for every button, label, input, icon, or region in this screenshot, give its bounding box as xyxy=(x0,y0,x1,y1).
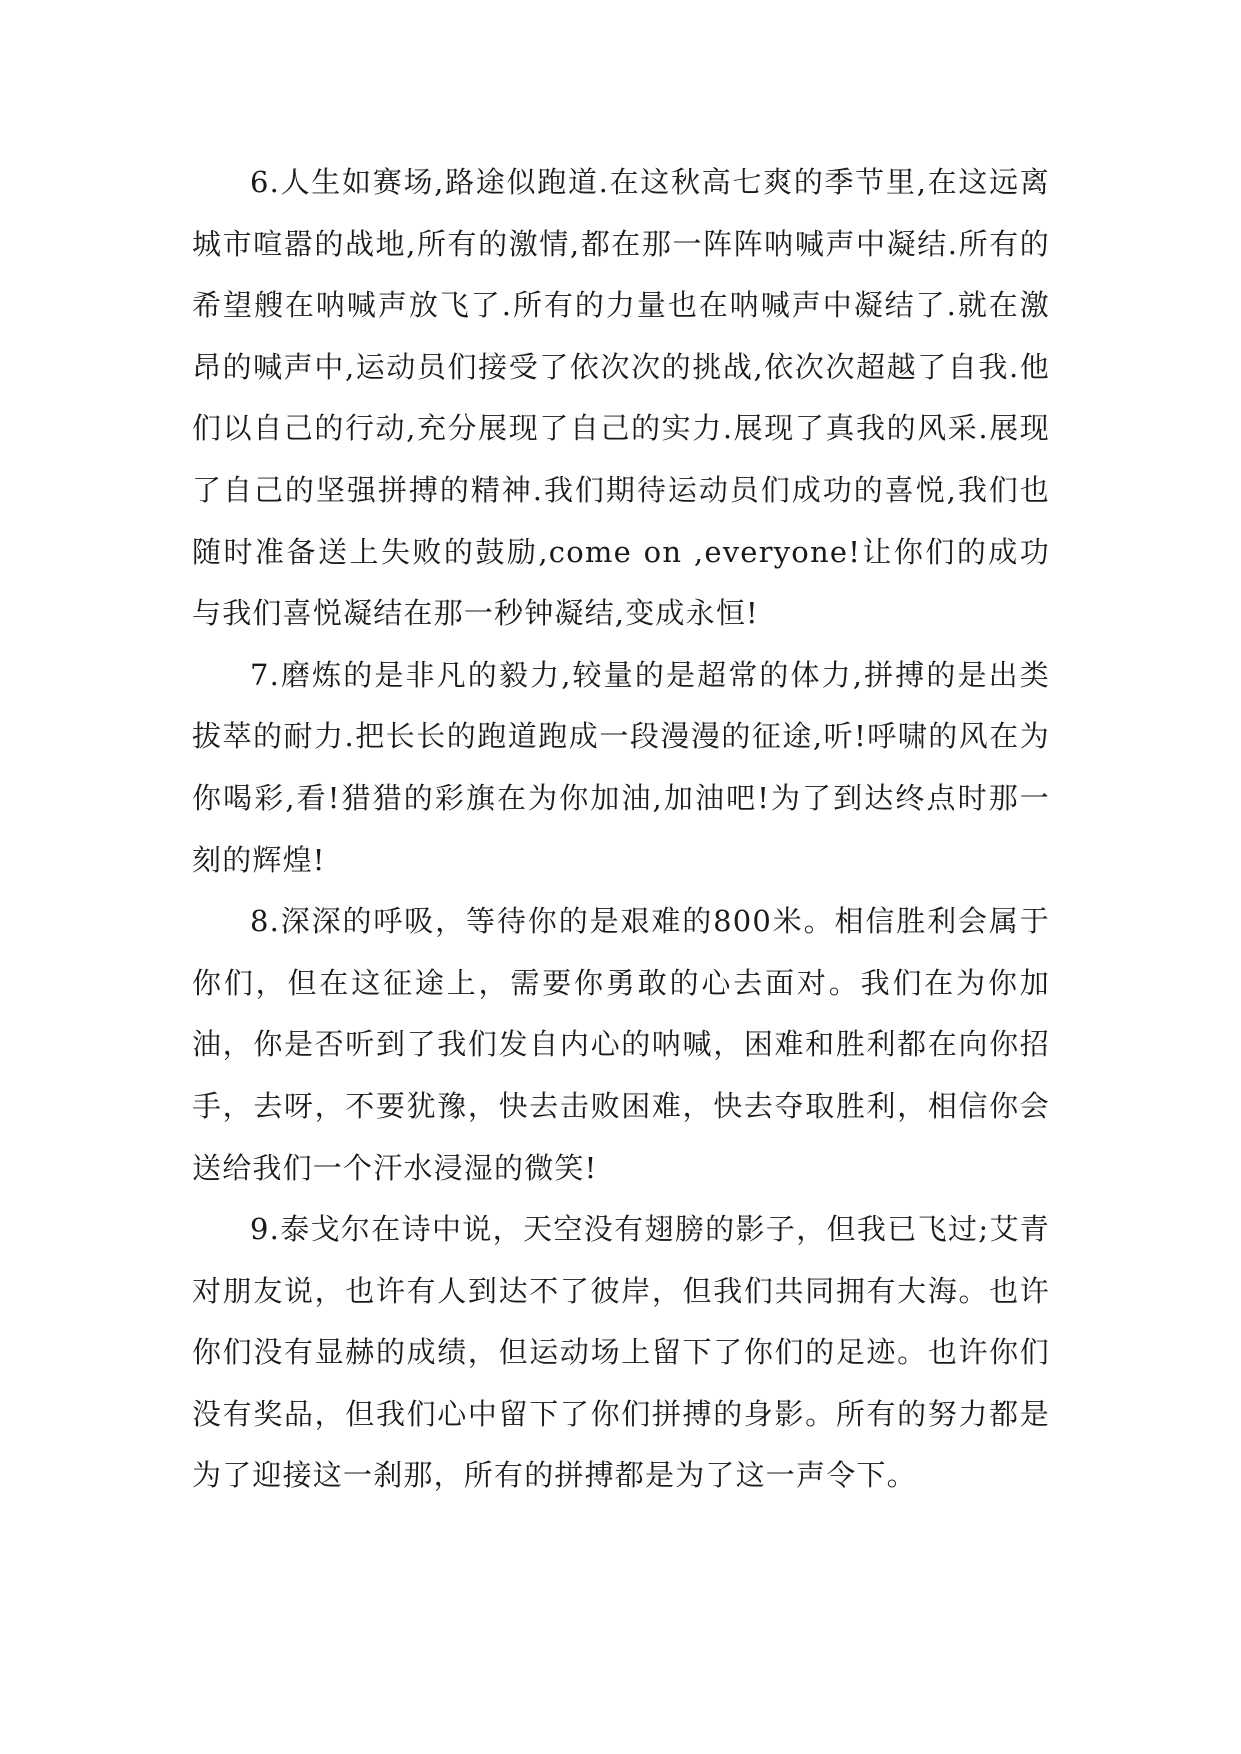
paragraph-6: 6.人生如赛场,路途似跑道.在这秋高七爽的季节里,在这远离城市喧嚣的战地,所有的激情,都在那一阵阵呐喊声中凝结.所有的希望艘在呐喊声放飞了.所有的力量也在呐喊声中凝结了.就在激昂的喊声中,运动员们接受了依次次的挑战,依次次超越了自我.他们以自己的行动,充分展现了自己的实力.展现了真我的风采.展现了自己的坚强拼搏的精神.我们期待运动员们成功的喜悦,我们也随时准备送上失败的鼓励,come on ,everyone!让你们的成功与我们喜悦凝结在那一秒钟凝结,变成永恒! xyxy=(192,165,1050,631)
paragraph-9: 9.泰戈尔在诗中说，天空没有翅膀的影子，但我已飞过;艾青对朋友说，也许有人到达不了彼岸，但我们共同拥有大海。也许你们没有显赫的成绩，但运动场上留下了你们的足迹。也许你们没有奖品，但我们心中留下了你们拼搏的身影。所有的努力都是为了迎接这一刹那，所有的拼搏都是为了这一声令下。 xyxy=(192,1212,1050,1493)
document-body xyxy=(192,152,1050,1507)
paragraph-7: 7.磨炼的是非凡的毅力,较量的是超常的体力,拼搏的是出类拔萃的耐力.把长长的跑道跑成一段漫漫的征途,听!呼啸的风在为你喝彩,看!猎猎的彩旗在为你加油,加油吧!为了到达终点时那一刻的辉煌! xyxy=(192,657,1050,877)
paragraph-8: 8.深深的呼吸，等待你的是艰难的800米。相信胜利会属于你们，但在这征途上，需要你勇敢的心去面对。我们在为你加油，你是否听到了我们发自内心的呐喊，困难和胜利都在向你招手，去呀，不要犹豫，快去击败困难，快去夺取胜利，相信你会送给我们一个汗水浸湿的微笑! xyxy=(192,904,1050,1185)
